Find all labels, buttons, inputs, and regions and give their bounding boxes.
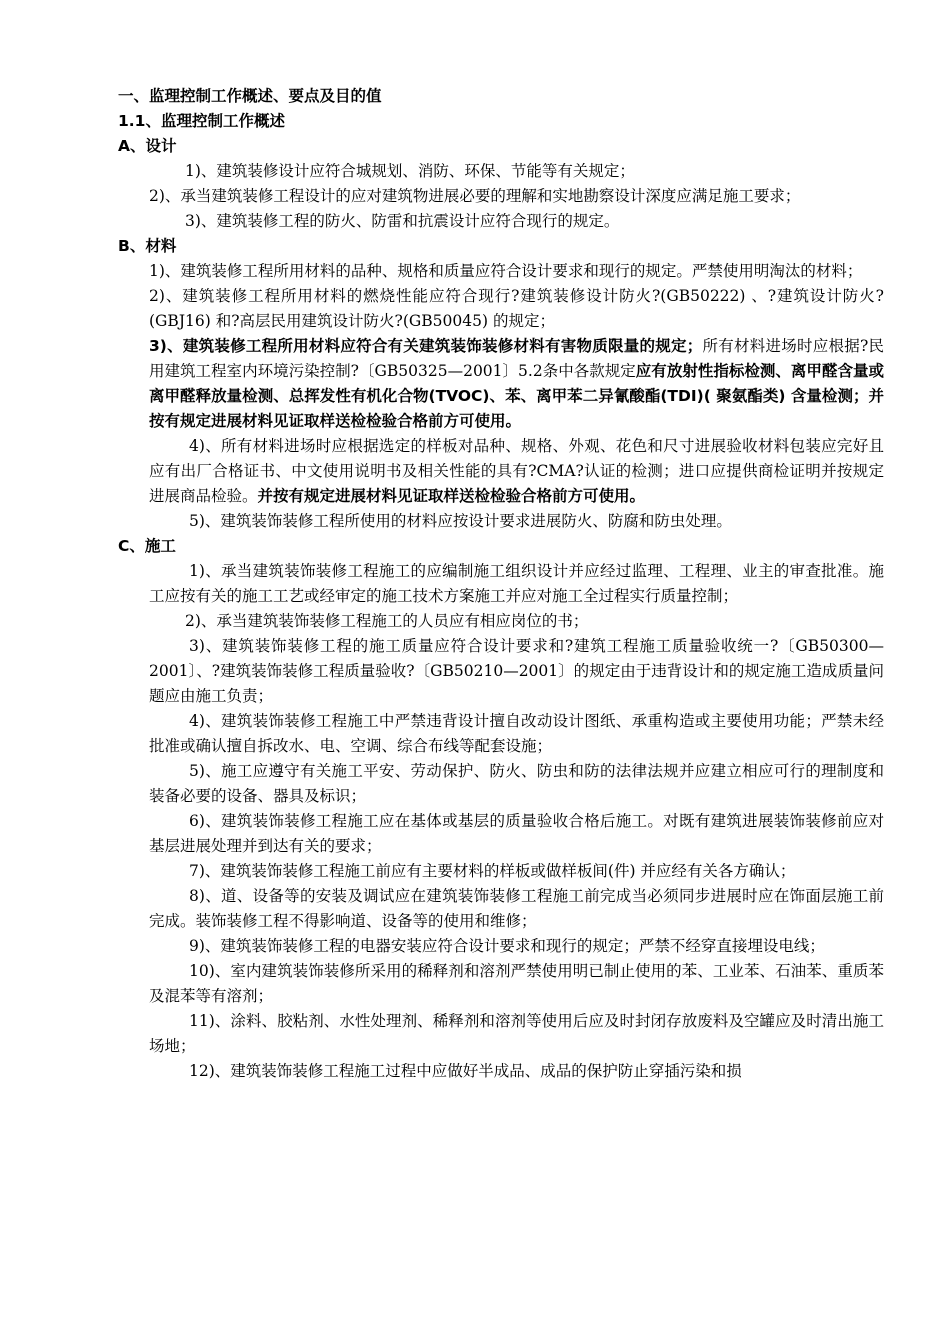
section-a-item: 1)、建筑装修设计应符合城规划、消防、环保、节能等有关规定； [185,162,635,180]
section-b-item-3 [149,334,884,434]
section-a-title: A、设计 [118,137,177,155]
section-c-item: 11)、涂料、胶粘剂、水性处理剂、稀释剂和溶剂等使用后应及时封闭存放废料及空罐应及时清出施工场地； [149,1012,884,1055]
section-c-item: 10)、室内建筑装饰装修所采用的稀释剂和溶剂严禁使用明已制止使用的苯、工业苯、石油苯、重质苯及混苯等有溶剂； [149,962,884,1005]
section-c-item: 1)、承当建筑装饰装修工程施工的应编制施工组织设计并应经过监理、工程理、业主的审查批准。施工应按有关的施工工艺或经审定的施工技术方案施工并应对施工全过程实行质量控制； [149,562,884,605]
bold-text: 3)、建筑装修工程所用材料应符合有关建筑装饰装修材料有害物质限量的规定； [149,337,703,355]
document-page [118,84,884,1084]
heading-level2: 1.1、监理控制工作概述 [118,112,285,130]
section-c-item: 5)、施工应遵守有关施工平安、劳动保护、防火、防虫和防的法律法规并应建立相应可行的理制度和装备必要的设备、器具及标识； [149,762,884,805]
section-b-item: 2)、建筑装修工程所用材料的燃烧性能应符合现行?建筑装修设计防火?(GB50222) 、?建筑设计防火?(GBJ16) 和?高层民用建筑设计防火?(GB50045) 的规定； [149,287,884,330]
section-b-item: 1)、建筑装修工程所用材料的品种、规格和质量应符合设计要求和现行的规定。严禁使用明淘汰的材料； [149,262,863,280]
bold-text: 并按有规定进展材料见证取样送检检验合格前方可使用。 [257,487,646,505]
section-c-item: 12)、建筑装饰装修工程施工过程中应做好半成品、成品的保护防止穿插污染和损 [189,1062,742,1080]
section-c-item: 3)、建筑装饰装修工程的施工质量应符合设计要求和?建筑工程施工质量验收统一?〔GB50300—2001〕、?建筑装饰装修工程质量验收?〔GB50210—2001〕的规定由于违背设计和的规定施工造成质量问题应由施工负责； [149,637,884,705]
section-b-item: 5)、建筑装饰装修工程所使用的材料应按设计要求进展防火、防腐和防虫处理。 [189,512,732,530]
section-a-item: 3)、建筑装修工程的防火、防雷和抗震设计应符合现行的规定。 [185,212,620,230]
section-a-item: 2)、承当建筑装修工程设计的应对建筑物进展必要的理解和实地勘察设计深度应满足施工要求； [149,187,801,205]
section-c-title: C、施工 [118,537,176,555]
section-b-title: B、材料 [118,237,177,255]
heading-level1: 一、监理控制工作概述、要点及目的值 [118,87,382,105]
section-c-item: 9)、建筑装饰装修工程的电器安装应符合设计要求和现行的规定；严禁不经穿直接埋设电线； [189,937,825,955]
section-c-item: 4)、建筑装饰装修工程施工中严禁违背设计擅自改动设计图纸、承重构造或主要使用功能；严禁未经批准或确认擅自拆改水、电、空调、综合布线等配套设施； [149,712,884,755]
section-b-item-4 [149,434,884,509]
body-text: 所有材料进场时应根据?民用建筑工程室内环境污染控制?〔GB50325—2001〕5.2条中各款规定 [149,337,884,380]
section-c-item: 2)、承当建筑装饰装修工程施工的人员应有相应岗位的书； [185,612,589,630]
bold-text: 应有放射性指标检测、离甲醛含量或离甲醛释放量检测、总挥发性有机化合物(TVOC)、苯、离甲苯二异氰酸酯(TDI)( 聚氨酯类) 含量检测；并按有规定进展材料见证取样送检检验合格前方可使用。 [149,362,884,430]
section-c-item: 8)、道、设备等的安装及调试应在建筑装饰装修工程施工前完成当必须同步进展时应在饰面层施工前完成。装饰装修工程不得影响道、设备等的使用和维修； [149,887,884,930]
section-c-item: 7)、建筑装饰装修工程施工前应有主要材料的样板或做样板间(件) 并应经有关各方确认； [189,862,796,880]
body-text: 4)、所有材料进场时应根据选定的样板对品种、规格、外观、花色和尺寸进展验收材料包装应完好且应有出厂合格证书、中文使用说明书及相关性能的具有?CMA?认证的检测；进口应提供商检证明并按规定进展商品检验。 [149,437,884,505]
section-c-item: 6)、建筑装饰装修工程施工应在基体或基层的质量验收合格后施工。对既有建筑进展装饰装修前应对基层进展处理并到达有关的要求； [149,812,884,855]
